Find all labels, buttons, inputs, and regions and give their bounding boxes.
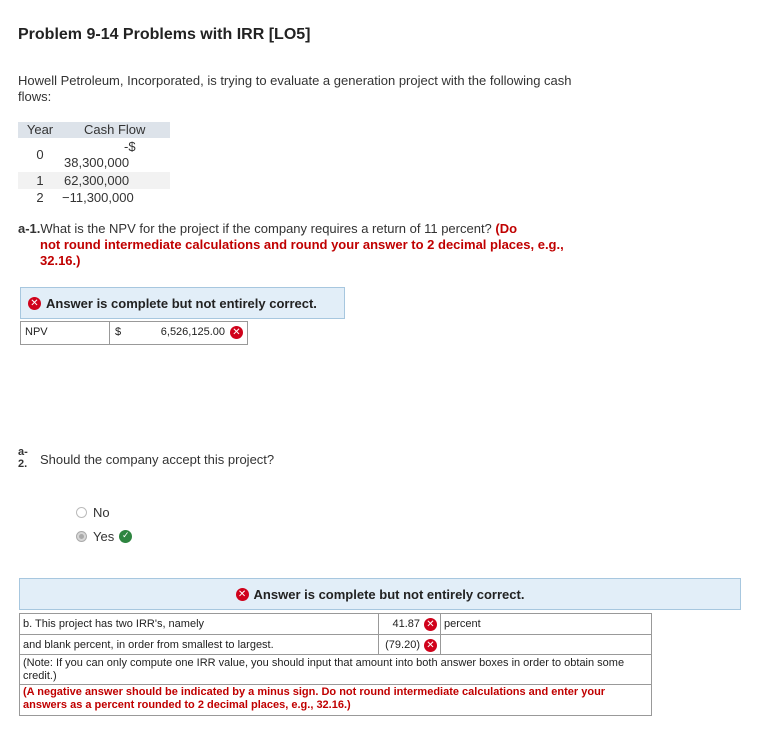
x-circle-icon: ✕ bbox=[236, 588, 249, 601]
problem-intro: Howell Petroleum, Incorporated, is trying to evaluate a generation project with the following cash flows: bbox=[18, 73, 572, 104]
question-b-line2: and blank percent, in order from smallest to largest. bbox=[23, 639, 274, 651]
page-title: Problem 9-14 Problems with IRR [LO5] bbox=[18, 26, 311, 43]
npv-label: NPV bbox=[25, 326, 48, 338]
table-row bbox=[18, 172, 170, 189]
irr-input-1[interactable]: 41.87 bbox=[392, 618, 420, 630]
question-a2-text: Should the company accept this project? bbox=[40, 452, 275, 467]
check-circle-icon: ✓ bbox=[119, 530, 132, 543]
currency-symbol: $ bbox=[115, 326, 122, 338]
question-a2-label bbox=[18, 446, 28, 470]
header-year: Year bbox=[26, 122, 54, 137]
irr-input-2[interactable]: (79.20) bbox=[385, 639, 420, 651]
value-cell: −11,300,000 bbox=[62, 190, 134, 205]
header-cash-flow: Cash Flow bbox=[84, 122, 146, 137]
question-a1-text: What is the NPV for the project if the company requires a return of 11 percent? bbox=[40, 221, 492, 236]
question-a1-label: a-1. bbox=[18, 221, 41, 236]
question-a1-instruction: not round intermediate calculations and round your answer to 2 decimal places, e.g., 32.16.) bbox=[40, 237, 564, 268]
x-circle-icon: ✕ bbox=[424, 639, 437, 652]
radio-option-yes[interactable] bbox=[76, 529, 132, 544]
divider bbox=[20, 684, 651, 685]
question-b-note: (Note: If you can only compute one IRR value, you should input that amount into both answer boxes in order to obtain some credit.) bbox=[23, 657, 625, 682]
question-a1-instruction-start: (Do bbox=[495, 221, 518, 236]
option-label: No bbox=[93, 505, 110, 520]
year-cell: 0 bbox=[36, 147, 44, 162]
radio-button[interactable] bbox=[76, 507, 87, 518]
answer-status-banner bbox=[20, 287, 345, 319]
banner-text: Answer is complete but not entirely correct. bbox=[46, 295, 317, 311]
percent-unit: percent bbox=[444, 618, 481, 630]
question-a2-label-line2: 2. bbox=[18, 458, 28, 470]
banner-text: Answer is complete but not entirely correct. bbox=[253, 586, 525, 602]
year-cell: 1 bbox=[36, 173, 44, 188]
radio-button-selected[interactable] bbox=[76, 531, 87, 542]
table-header bbox=[18, 122, 170, 138]
cash-flow-table bbox=[18, 122, 170, 206]
question-b-table bbox=[19, 613, 652, 716]
x-circle-icon: ✕ bbox=[230, 326, 243, 339]
npv-answer-row bbox=[20, 321, 248, 345]
divider bbox=[20, 654, 651, 655]
year-cell: 2 bbox=[36, 190, 44, 205]
question-b-red-note: (A negative answer should be indicated by a minus sign. Do not round intermediate calculations and enter your answers as a percent rounded to 2 decimal places, e.g., 32.16.) bbox=[23, 686, 606, 711]
question-b-line1: b. This project has two IRR's, namely bbox=[23, 618, 205, 630]
divider bbox=[20, 634, 651, 635]
divider bbox=[109, 322, 110, 344]
x-circle-icon: ✕ bbox=[424, 618, 437, 631]
question-a1 bbox=[18, 221, 583, 269]
value-cell: 62,300,000 bbox=[64, 173, 130, 188]
npv-input[interactable]: 6,526,125.00 bbox=[160, 326, 225, 338]
x-circle-icon: ✕ bbox=[28, 297, 41, 310]
radio-option-no[interactable] bbox=[76, 505, 110, 520]
value-cell: 38,300,000 bbox=[64, 155, 130, 170]
table-row bbox=[18, 138, 170, 172]
table-row bbox=[18, 189, 170, 206]
value-cell-sign: -$ bbox=[124, 139, 136, 154]
question-a2-label-line1: a- bbox=[18, 446, 28, 458]
answer-status-banner bbox=[19, 578, 741, 610]
option-label: Yes bbox=[93, 529, 115, 544]
